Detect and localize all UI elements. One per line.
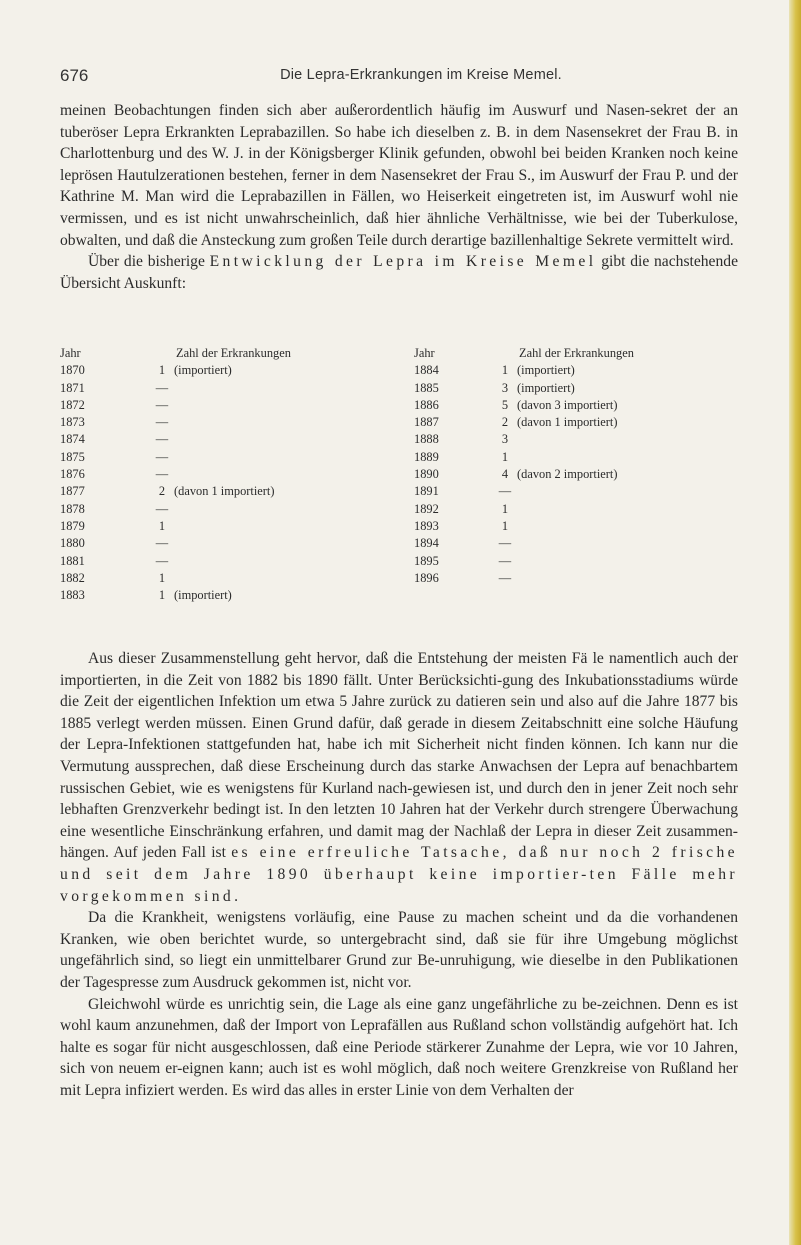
table-header (60, 345, 390, 362)
row-count-number: — (498, 553, 512, 568)
row-count-number: 5 (501, 397, 509, 412)
row-count (154, 431, 174, 448)
row-year: 1886 (414, 397, 439, 412)
row-count-number: 1 (501, 363, 509, 378)
table-row (60, 466, 390, 483)
table-row (414, 501, 738, 518)
row-count (154, 414, 174, 431)
table-row (414, 553, 738, 570)
row-count (497, 570, 517, 587)
row-count-number: 2 (501, 415, 509, 430)
row-year: 1887 (414, 415, 439, 430)
table-row (414, 570, 738, 587)
header-year: Jahr (414, 346, 435, 360)
table-column-right (414, 345, 738, 587)
row-year: 1885 (414, 380, 439, 395)
row-count (497, 414, 617, 431)
row-count (154, 553, 174, 570)
row-year: 1878 (60, 501, 85, 516)
row-count (497, 553, 517, 570)
page-edge (789, 0, 801, 1245)
paragraph-development-intro: Über die bisherige Entwicklung der Lepra im Kreise Memel gibt die nachstehende Übersicht Auskunft: (60, 253, 738, 292)
row-count-note: (importiert) (517, 380, 575, 395)
row-count-number: 1 (158, 570, 166, 585)
running-head: Die Lepra-Erkrankungen im Kreise Memel. (280, 67, 562, 83)
row-count (154, 449, 174, 466)
row-count-note (170, 466, 174, 483)
text-block-upper (60, 100, 738, 294)
row-year: 1892 (414, 501, 439, 516)
table-row (414, 518, 738, 535)
table-row (60, 501, 390, 518)
row-count-number: — (155, 501, 169, 516)
row-count (154, 397, 174, 414)
row-count-number: 1 (158, 588, 166, 603)
paragraph-conclusion: Aus dieser Zusammenstellung geht hervor, daß die Entstehung der meisten Fä le namentlich auch der importierten, in die Zeit von 1882 bis 1890 fällt. Unter Berücksichti-gung des Inkubationsstadiums würde die Zeit der eigentlichen Infektion um etwa 5 Jahre zurück zu datieren sein und also auf die Jahre 1877 bis 1885 verlegt werden müssen. Einen Grund dafür, daß gerade in diesem Zeitabschnitt eine solche Häufung der Lepra-Infektionen stattgefunden hat, habe ich mit Sicherheit nicht finden können. Ich kann nur die Vermutung aussprechen, daß diese Erscheinung durch das starke Anwachsen der Lepra auf benachbartem russischen Gebiet, wie es wenigstens für Kurland nach-gewiesen ist, und durch den in jener Zeit noch sehr lebhaften Grenzverkehr bedingt ist. In den letzten 10 Jahren hat der Verkehr durch strengere Überwachung eine wesentliche Einschränkung erfahren, und damit mag der Nachlaß der Lepra in dieser Zeit zusammen-hängen. Auf jeden Fall ist es eine erfreuliche Tatsache, daß nur noch 2 frische und seit dem Jahre 1890 überhaupt keine importier-ten Fälle mehr vorgekommen sind. (60, 650, 738, 905)
row-count (154, 535, 174, 552)
row-count-note (513, 535, 517, 552)
row-count-number: — (155, 415, 169, 430)
row-count-note: (importiert) (517, 363, 575, 378)
row-count (154, 362, 232, 379)
row-count-note (513, 483, 517, 500)
row-year: 1871 (60, 380, 85, 395)
row-year: 1888 (414, 432, 439, 447)
row-count (497, 535, 517, 552)
row-year: 1870 (60, 363, 85, 378)
table-row (414, 397, 738, 414)
table-row (60, 587, 390, 604)
table-row (60, 397, 390, 414)
row-year: 1882 (60, 570, 85, 585)
row-year: 1895 (414, 553, 439, 568)
row-count-number: 1 (501, 449, 509, 464)
table-row (414, 431, 738, 448)
row-count (154, 466, 174, 483)
row-year: 1889 (414, 449, 439, 464)
paragraph-outlook: Gleichwohl würde es unrichtig sein, die Lage als eine ganz ungefährliche zu be-zeichnen. Denn es ist wohl kaum anzunehmen, daß der Import von Leprafällen aus Rußland schon vollständig aufgehört hat. Ich halte es sogar für nicht ausgeschlossen, daß eine Periode stärkerer Zunahme der Lepra, wie vor 10 Jahren, sich von neuem er-eignen kann; auch ist es wohl möglich, daß noch weitere Grenzkreise von Rußland her mit Lepra infiziert werden. Es wird das alles in erster Linie von dem Verhalten der (60, 995, 738, 1099)
row-count-note (170, 431, 174, 448)
table-row (414, 362, 738, 379)
row-count-number: 1 (158, 363, 166, 378)
row-count (154, 587, 232, 604)
row-count (154, 380, 174, 397)
text-block-lower (60, 648, 738, 1101)
row-count (497, 397, 617, 414)
row-count-number: — (498, 570, 512, 585)
table-row (414, 483, 738, 500)
row-count (497, 449, 517, 466)
row-count-note: (importiert) (174, 588, 232, 603)
row-year: 1872 (60, 397, 85, 412)
row-count (497, 501, 517, 518)
row-count-number: 3 (501, 432, 509, 447)
row-count (497, 362, 575, 379)
row-year: 1881 (60, 553, 85, 568)
row-count-note (513, 553, 517, 570)
table-column-left (60, 345, 390, 604)
table-row (414, 380, 738, 397)
header-count: Zahl der Erkrankungen (176, 346, 291, 360)
table-row (414, 414, 738, 431)
row-count-note: (davon 2 importiert) (517, 467, 618, 482)
row-count-number: — (155, 380, 169, 395)
row-year: 1873 (60, 415, 85, 430)
row-count (497, 431, 517, 448)
row-count-note: (davon 1 importiert) (517, 415, 618, 430)
paragraph-observations: meinen Beobachtungen finden sich aber außerordentlich häufig im Auswurf und Nasen-sekret der an tuberöser Lepra Erkrankten Leprabazillen. So habe ich dieselben z. B. in dem Nasensekret der Frau B. in Charlottenburg und des W. J. in der Königsberger Klinik gefunden, obwohl bei beiden Kranken noch keine leprösen Hautulzerationen bestehen, ferner in dem Nasensekret der Frau S., im Auswurf der Frau P. und der Kathrine M. Man wird die Leprabazillen in Fällen, wo Heiserkeit eingetreten ist, im Auswurf wohl nie vermissen, und es ist nicht unwahrscheinlich, daß hier ähnliche Verhältnisse, wie bei der Tuberkulose, obwalten, und daß die Ansteckung zum großen Teile durch derartige bazillenhaltige Sekrete vermittelt wird. (60, 102, 738, 249)
row-count (154, 518, 174, 535)
row-count (154, 570, 174, 587)
row-count (154, 501, 174, 518)
table-row (414, 535, 738, 552)
row-count (497, 483, 517, 500)
row-count-number: 4 (501, 467, 509, 482)
row-count-number: 1 (158, 518, 166, 533)
row-count-number: — (498, 536, 512, 551)
table-row (60, 431, 390, 448)
row-year: 1893 (414, 518, 439, 533)
table-row (60, 535, 390, 552)
row-year: 1880 (60, 536, 85, 551)
row-count (497, 466, 617, 483)
row-count-note (170, 535, 174, 552)
row-count-note: (importiert) (174, 363, 232, 378)
header-year: Jahr (60, 346, 81, 360)
table-row (414, 466, 738, 483)
row-count-number: — (155, 536, 169, 551)
rows-left (60, 362, 390, 604)
row-count-note (170, 501, 174, 518)
row-count-note (170, 397, 174, 414)
row-count-note (170, 380, 174, 397)
table-row (60, 449, 390, 466)
rows-right (414, 362, 738, 587)
row-year: 1877 (60, 484, 85, 499)
row-count-note: (davon 3 importiert) (517, 397, 618, 412)
row-count-number: — (498, 484, 512, 499)
row-count-note (170, 570, 174, 587)
row-count-note (513, 570, 517, 587)
row-count-number: — (155, 467, 169, 482)
row-count-number: — (155, 397, 169, 412)
row-count-number: — (155, 553, 169, 568)
row-count (154, 483, 274, 500)
row-count-number: — (155, 432, 169, 447)
table-row (60, 414, 390, 431)
row-year: 1896 (414, 570, 439, 585)
row-year: 1879 (60, 518, 85, 533)
row-count (497, 380, 575, 397)
row-count-number: 3 (501, 380, 509, 395)
row-count-number: 1 (501, 518, 509, 533)
row-count-number: — (155, 449, 169, 464)
table-row (60, 362, 390, 379)
row-count-note (513, 431, 517, 448)
row-count-note (170, 414, 174, 431)
page-number: 676 (60, 66, 89, 85)
row-count-note (170, 518, 174, 535)
row-count (497, 518, 517, 535)
row-year: 1874 (60, 432, 85, 447)
row-year: 1883 (60, 588, 85, 603)
spaced-emphasis: Entwicklung der Lepra im Kreise Memel (209, 253, 597, 271)
table-row (60, 570, 390, 587)
row-count-note (170, 553, 174, 570)
row-count-note (170, 449, 174, 466)
header-count: Zahl der Erkrankungen (519, 346, 634, 360)
row-year: 1894 (414, 536, 439, 551)
paragraph-pause: Da die Krankheit, wenigstens vorläufig, eine Pause zu machen scheint und da die vorhandenen Kranken, wie oben berichtet wurde, so untergebracht sind, daß sie für ihre Umgebung möglichst ungefährlich sind, so liegt ein unmittelbarer Grund zur Be-unruhigung, wie dieselbe in den Publikationen der Tagespresse zum Ausdruck gekommen ist, nicht vor. (60, 909, 738, 991)
row-count-note: (davon 1 importiert) (174, 484, 275, 499)
row-year: 1876 (60, 467, 85, 482)
row-year: 1875 (60, 449, 85, 464)
row-count-number: 1 (501, 501, 509, 516)
row-year: 1890 (414, 467, 439, 482)
table-row (60, 553, 390, 570)
row-count-note (513, 501, 517, 518)
row-year: 1884 (414, 363, 439, 378)
row-year: 1891 (414, 484, 439, 499)
table-row (60, 518, 390, 535)
table-row (60, 380, 390, 397)
table-row (414, 449, 738, 466)
table-header (414, 345, 738, 362)
row-count-note (513, 518, 517, 535)
row-count-note (513, 449, 517, 466)
spaced-emphasis: es eine erfreuliche Tatsache, daß nur noch 2 frische und seit dem Jahre 1890 überhaupt keine importier-ten Fälle mehr vorgekommen sind. (60, 844, 738, 905)
table-row (60, 483, 390, 500)
row-count-number: 2 (158, 484, 166, 499)
